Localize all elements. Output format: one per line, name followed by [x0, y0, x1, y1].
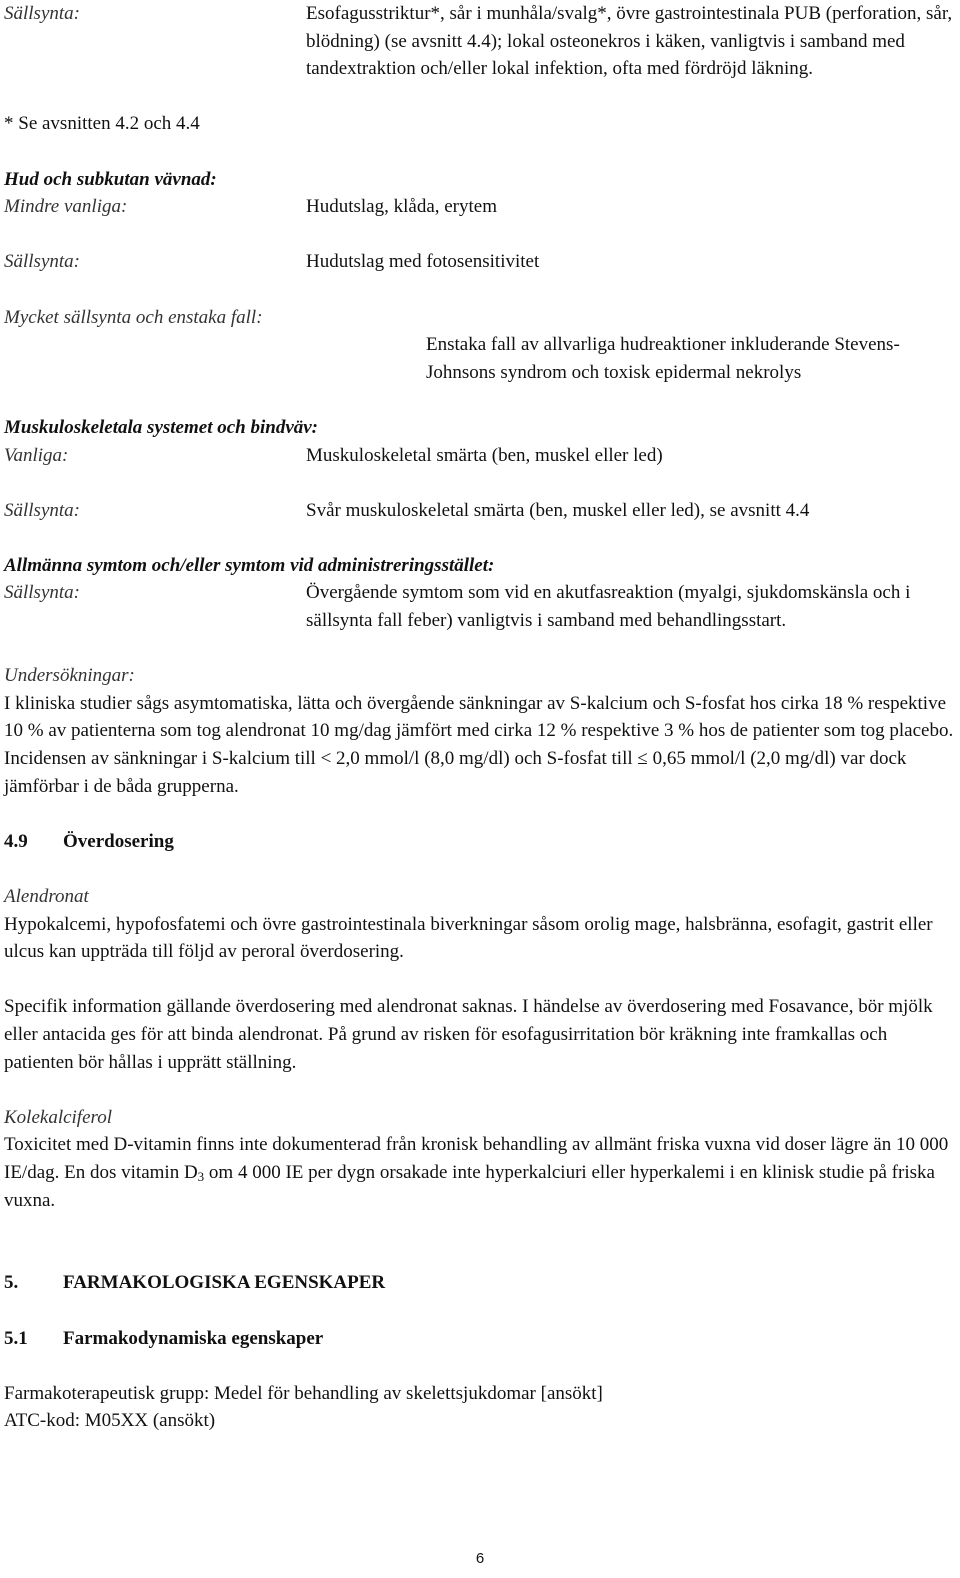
adverse-text: Muskuloskeletal smärta (ben, muskel eller led): [306, 444, 663, 466]
section-heading-5: [4, 1269, 956, 1297]
soc-heading-general: Allmänna symtom och/eller symtom vid administreringsstället:: [4, 554, 495, 576]
investigations-text: I kliniska studier sågs asymtomatiska, lätta och övergående sänkningar av S-kalcium och S-fosfat hos cirka 18 % respektive 10 % av patienterna som tog alendronat 10 mg/dag jämfört med cirka 12 % respektive 3 % hos de patienter som tog placebo. Incidensen av sänkningar i S-kalcium till < 2,0 mmol/l (8,0 mg/dl) och S-fosfat till ≤ 0,65 mmol/l (2,0 mg/dl) var dock jämförbar i de båda grupperna.: [4, 692, 954, 797]
section-number: 5.1: [4, 1327, 28, 1349]
frequency-label: Mycket sällsynta och enstaka fall:: [4, 306, 263, 328]
frequency-label: Mindre vanliga:: [4, 196, 128, 218]
adverse-text: Hudutslag med fotosensitivitet: [306, 251, 540, 273]
paragraph: [4, 1131, 956, 1214]
soc-heading-musculoskeletal: Muskuloskeletala systemet och bindväv:: [4, 416, 319, 438]
footnote: * Se avsnitten 4.2 och 4.4: [4, 113, 200, 135]
text-run: Toxicitet med D-vitamin finns inte dokumenterad från kronisk behandling av allmänt friska vuxna vid doser lägre än 10 000 IE/dag. En dos vitamin D: [4, 1134, 949, 1183]
pharmacotherapeutic-group: Farmakoterapeutisk grupp: Medel för behandling av skelettsjukdomar [ansökt]: [4, 1382, 603, 1404]
soc-heading-skin: Hud och subkutan vävnad:: [4, 168, 217, 190]
section-number: 4.9: [4, 830, 28, 852]
section-number: 5.: [4, 1272, 19, 1294]
frequency-label: Sällsynta:: [4, 3, 80, 24]
subheading-kolekalciferol: Kolekalciferol: [4, 1106, 112, 1128]
adverse-text: Hudutslag, klåda, erytem: [306, 196, 498, 218]
text-run: om 4 000 IE per dygn orsakade inte hyperkalciuri eller hyperkalemi i en klinisk studie på friska vuxna.: [4, 1161, 935, 1211]
investigations-heading: Undersökningar:: [4, 665, 135, 687]
atc-code: ATC-kod: M05XX (ansökt): [4, 1410, 216, 1432]
adverse-text: Enstaka fall av allvarliga hudreaktioner inkluderande Stevens-Johnsons syndrom och toxisk epidermal nekrolys: [426, 334, 900, 383]
paragraph: Hypokalcemi, hypofosfatemi och övre gastrointestinala biverkningar såsom orolig mage, halsbränna, esofagit, gastrit eller ulcus kan uppträda till följd av peroral överdosering.: [4, 913, 933, 963]
adverse-text: Esofagusstriktur*, sår i munhåla/svalg*, övre gastrointestinala PUB (perforation, sår, blödning) (se avsnitt 4.4); lokal osteonekros i käken, vanligtvis i samband med tandextraktion och/eller lokal infektion, ofta med fördröjd läkning.: [306, 3, 953, 80]
frequency-label: Sällsynta:: [4, 499, 80, 521]
page-number: 6: [475, 1550, 485, 1567]
section-title: Farmakodynamiska egenskaper: [63, 1327, 324, 1349]
subscript: 3: [197, 1168, 205, 1184]
frequency-label: Sällsynta:: [4, 582, 80, 604]
section-title: FARMAKOLOGISKA EGENSKAPER: [63, 1272, 386, 1294]
adverse-row: [4, 442, 956, 470]
section-title: Överdosering: [63, 830, 174, 852]
adverse-row: [4, 497, 956, 525]
section-heading-4-9: [4, 828, 956, 856]
adverse-row: [4, 248, 956, 276]
adverse-row: [4, 579, 956, 634]
section-heading-5-1: [4, 1325, 956, 1353]
adverse-text: Svår muskuloskeletal smärta (ben, muskel eller led), se avsnitt 4.4: [306, 499, 810, 521]
frequency-label: Vanliga:: [4, 444, 69, 466]
adverse-text: Övergående symtom som vid en akutfasreaktion (myalgi, sjukdomskänsla och i sällsynta fall feber) vanligtvis i samband med behandlingsstart.: [306, 582, 911, 632]
frequency-label: Sällsynta:: [4, 251, 80, 273]
subheading-alendronat: Alendronat: [4, 886, 89, 907]
adverse-row: [4, 0, 956, 83]
paragraph: Specifik information gällande överdosering med alendronat saknas. I händelse av överdosering med Fosavance, bör mjölk eller antacida ges för att binda alendronat. På grund av risken för esofagusirritation bör kräkning inte framkallas och patienten bör hållas i upprätt ställning.: [4, 996, 933, 1073]
adverse-row: [4, 304, 956, 387]
adverse-row: [4, 193, 956, 221]
document-page: [4, 0, 956, 1435]
